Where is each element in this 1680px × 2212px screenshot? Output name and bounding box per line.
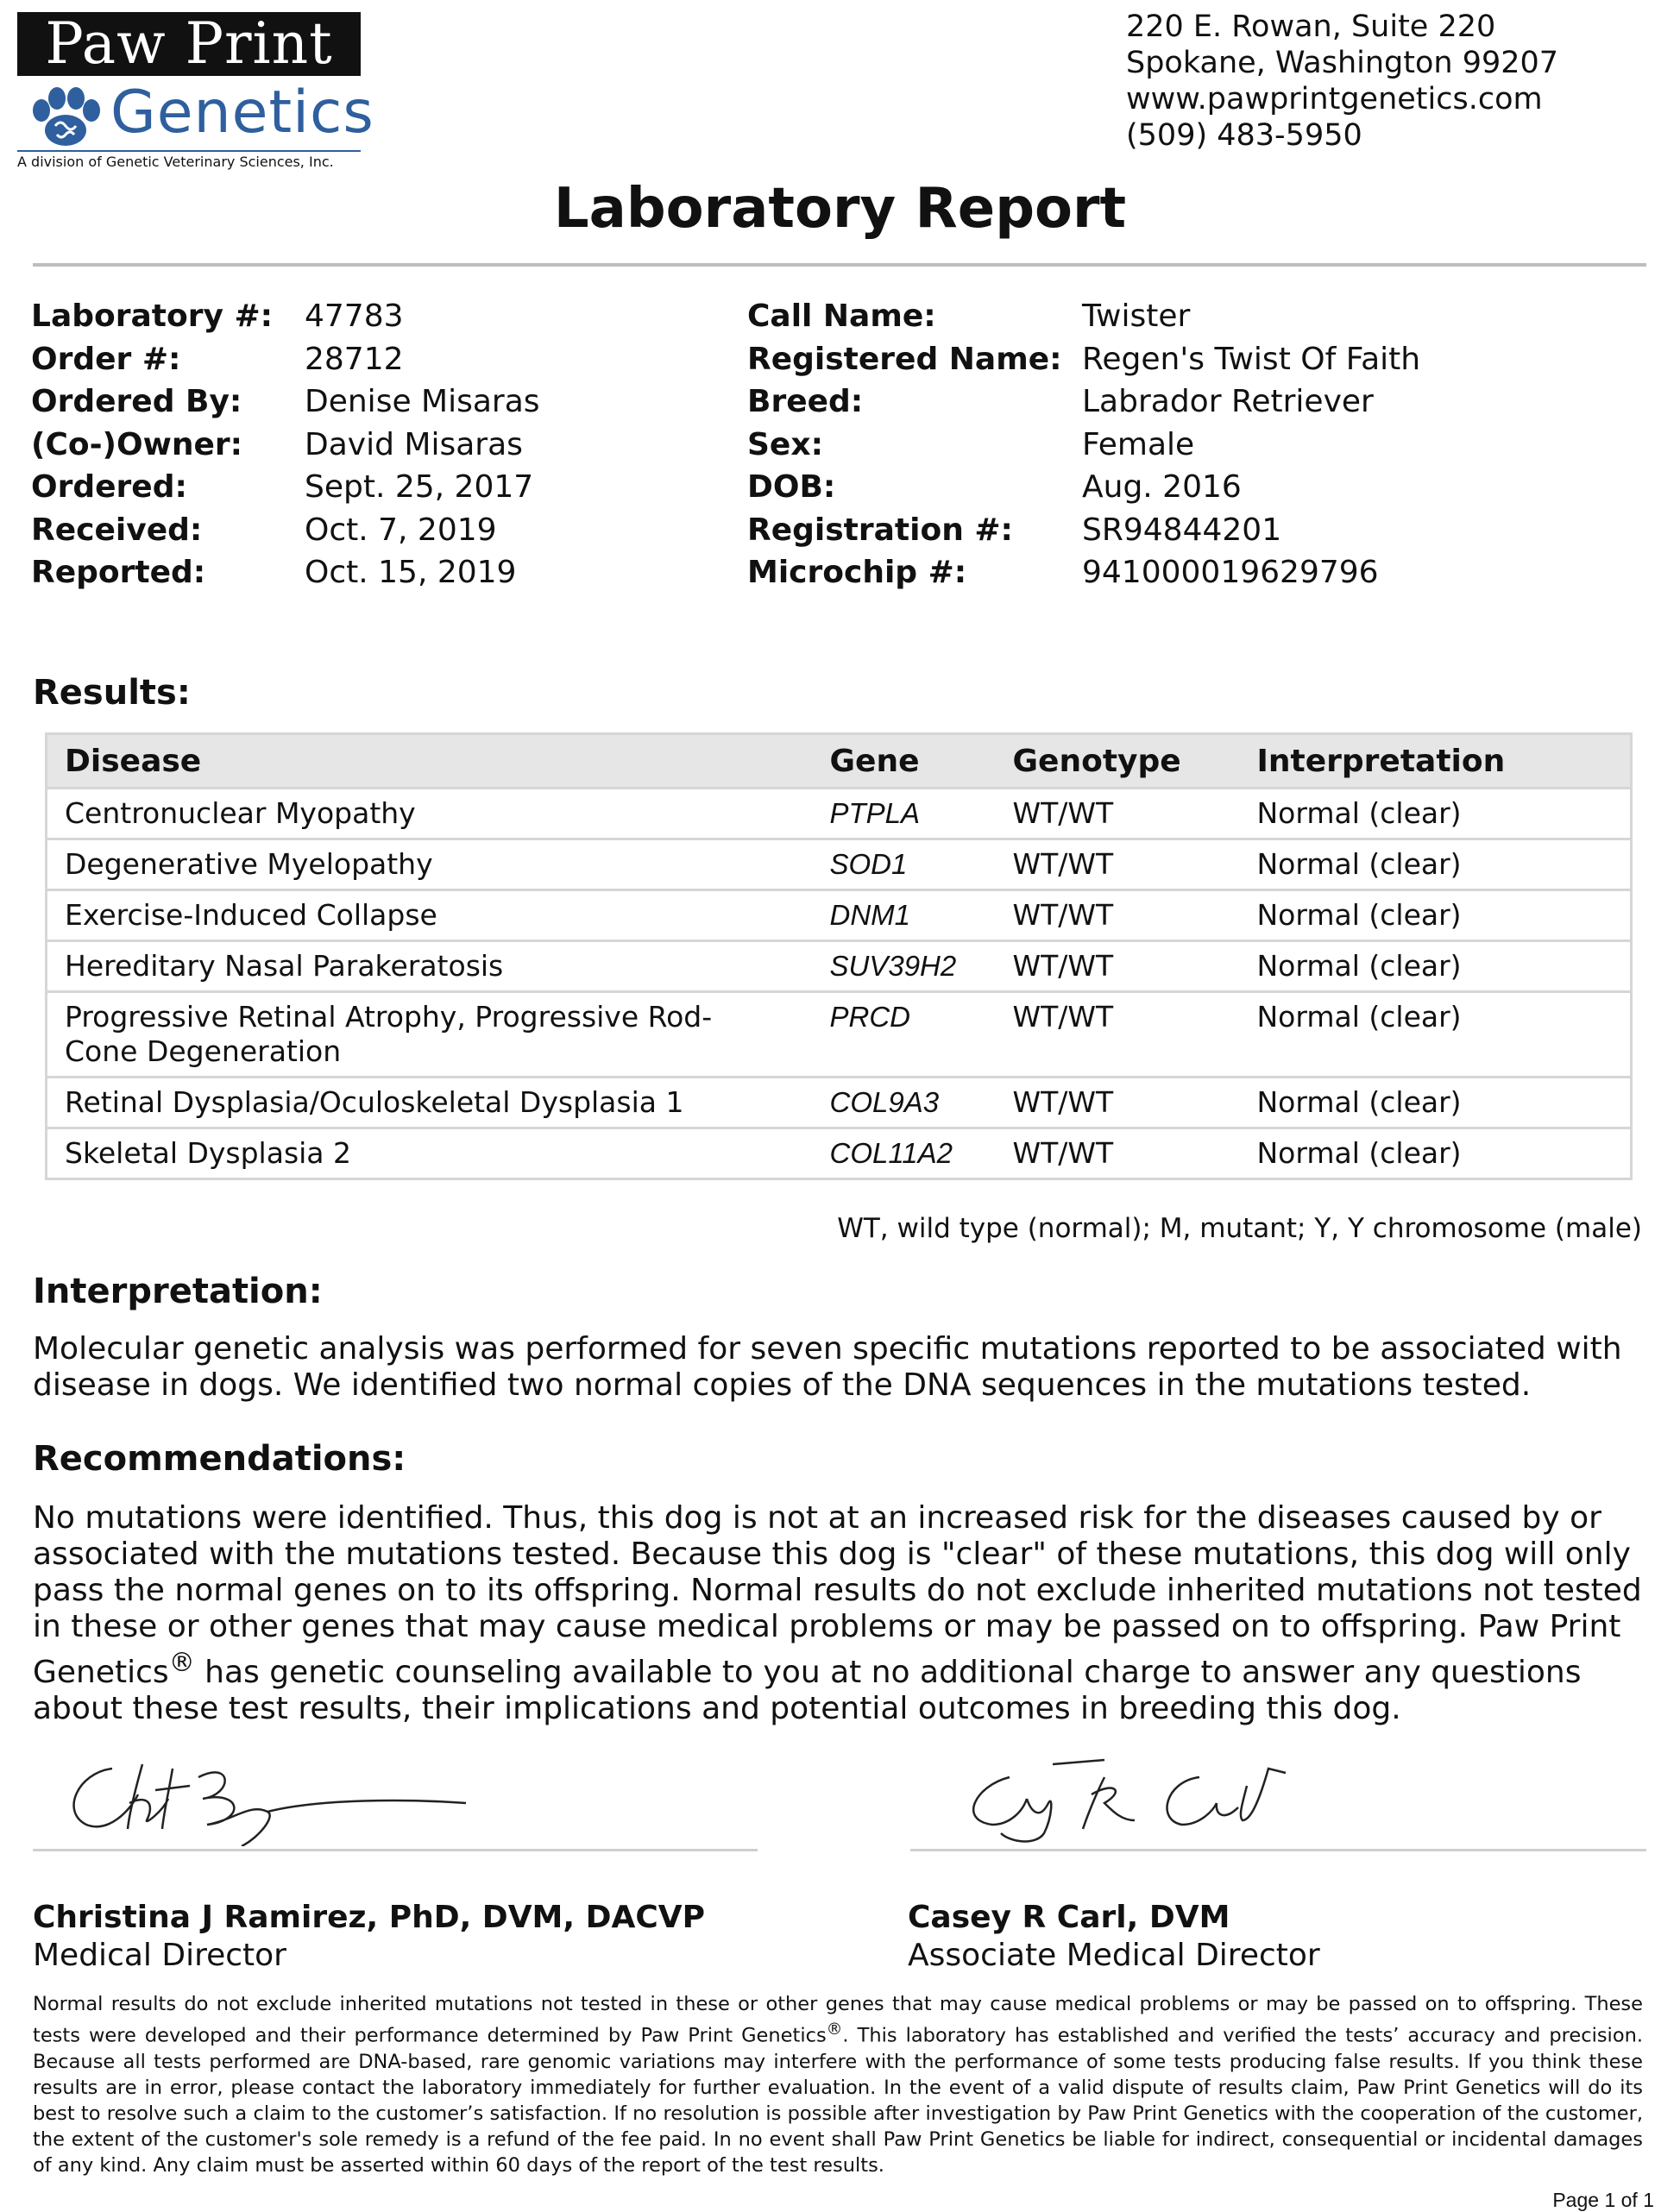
table-row (47, 839, 1632, 890)
signature-line-right (910, 1849, 1646, 1851)
genotype-cell: WT/WT (996, 839, 1240, 890)
table-row (47, 992, 1632, 1078)
info-value: 47783 (305, 298, 404, 334)
results-table (45, 732, 1633, 1180)
gene-cell: SUV39H2 (813, 941, 996, 992)
info-value: David Misaras (305, 426, 523, 462)
genotype-cell: WT/WT (996, 890, 1240, 941)
info-value: Oct. 15, 2019 (305, 555, 517, 590)
column-header-disease: Disease (47, 734, 813, 789)
info-label: (Co-)Owner: (31, 426, 243, 462)
info-value: 28712 (305, 341, 404, 377)
interpretation-text: Molecular genetic analysis was performed for seven specific mutations reported to be associated with disease in dogs. We identified two normal copies of the DNA sequences in the mutations tested. (33, 1331, 1622, 1403)
signature-ramirez (60, 1751, 492, 1846)
gene-cell: COL11A2 (813, 1128, 996, 1179)
info-value: Aug. 2016 (1082, 469, 1242, 505)
info-label: Call Name: (747, 298, 936, 334)
disease-cell: Skeletal Dysplasia 2 (47, 1128, 813, 1179)
disclaimer-text (33, 1991, 1643, 2178)
info-label: Microchip #: (747, 555, 967, 590)
table-row (47, 1078, 1632, 1128)
dog-info-values (1082, 295, 1420, 594)
interpretation-cell: Normal (clear) (1240, 992, 1632, 1078)
interpretation-heading: Interpretation: (33, 1272, 323, 1311)
info-value: SR94844201 (1082, 512, 1282, 548)
genotype-cell: WT/WT (996, 941, 1240, 992)
gene-cell: PRCD (813, 992, 996, 1078)
disease-cell: Progressive Retinal Atrophy, Progressive Rod-Cone Degeneration (47, 992, 813, 1078)
genotype-cell: WT/WT (996, 992, 1240, 1078)
info-label: Ordered By: (31, 384, 242, 419)
info-label: DOB: (747, 469, 836, 505)
signer-name-right: Casey R Carl, DVM (908, 1900, 1230, 1935)
info-label: Breed: (747, 384, 864, 419)
interpretation-cell: Normal (clear) (1240, 1128, 1632, 1179)
interpretation-cell: Normal (clear) (1240, 1078, 1632, 1128)
genotype-cell: WT/WT (996, 789, 1240, 839)
gene-cell: DNM1 (813, 890, 996, 941)
info-value: Sept. 25, 2017 (305, 469, 534, 505)
gene-cell: COL9A3 (813, 1078, 996, 1128)
info-value: Regen's Twist Of Faith (1082, 341, 1421, 377)
table-row (47, 789, 1632, 839)
column-header-gene: Gene (813, 734, 996, 789)
registered-mark: ® (826, 2020, 843, 2039)
disease-cell: Exercise-Induced Collapse (47, 890, 813, 941)
genotype-cell: WT/WT (996, 1078, 1240, 1128)
column-header-genotype: Genotype (996, 734, 1240, 789)
disease-cell: Degenerative Myelopathy (47, 839, 813, 890)
disclaimer-part2: . This laboratory has established and verified the tests’ accuracy and precision. Because all tests performed are DNA-based, rare genomic variations may interfere with the performance of some tests producing false results. If you think these results are in error, please contact the laboratory immediately for further evaluation. In the event of a valid dispute of results claim, Paw Print Genetics will do its best to resolve such a claim to the customer’s satisfaction. If no resolution is possible after investigation by Paw Print Genetics with the cooperation of the customer, the extent of the customer's sole remedy is a refund of the fee paid. In no event shall Paw Print Genetics be liable for indirect, consequential or incidental damages of any kind. Any claim must be asserted within 60 days of the report of the test results. (33, 2024, 1643, 2177)
interpretation-cell: Normal (clear) (1240, 941, 1632, 992)
logo-wordmark-top: Paw Print (17, 12, 361, 76)
signature-carl (941, 1751, 1355, 1846)
genotype-cell: WT/WT (996, 1128, 1240, 1179)
gene-cell: PTPLA (813, 789, 996, 839)
interpretation-cell: Normal (clear) (1240, 839, 1632, 890)
order-info-labels (31, 295, 273, 594)
info-value: Oct. 7, 2019 (305, 512, 497, 548)
info-label: Registered Name: (747, 341, 1062, 377)
table-row (47, 1128, 1632, 1179)
info-value: Twister (1082, 298, 1191, 334)
disease-cell: Centronuclear Myopathy (47, 789, 813, 839)
address-city: Spokane, Washington 99207 (1126, 46, 1559, 80)
info-label: Sex: (747, 426, 823, 462)
order-info-values (305, 295, 540, 594)
recommendations-heading: Recommendations: (33, 1439, 406, 1479)
table-row (47, 890, 1632, 941)
interpretation-cell: Normal (clear) (1240, 789, 1632, 839)
address-website: www.pawprintgenetics.com (1126, 82, 1543, 116)
dog-info-labels (747, 295, 1062, 594)
table-row (47, 941, 1632, 992)
info-value: Denise Misaras (305, 384, 540, 419)
interpretation-cell: Normal (clear) (1240, 890, 1632, 941)
info-value: Female (1082, 426, 1195, 462)
signer-title-right: Associate Medical Director (908, 1938, 1320, 1973)
info-label: Ordered: (31, 469, 187, 505)
disease-cell: Hereditary Nasal Parakeratosis (47, 941, 813, 992)
paw-print-icon (22, 83, 109, 152)
disease-cell: Retinal Dysplasia/Oculoskeletal Dysplasia 1 (47, 1078, 813, 1128)
registered-mark: ® (168, 1648, 195, 1678)
company-address (1126, 9, 1558, 154)
company-logo (17, 10, 374, 170)
page-number: Page 1 of 1 (1552, 2189, 1654, 2211)
info-value: 941000019629796 (1082, 555, 1379, 590)
info-label: Laboratory #: (31, 298, 274, 334)
header-divider (33, 263, 1646, 267)
info-value: Labrador Retriever (1082, 384, 1374, 419)
info-label: Order #: (31, 341, 181, 377)
column-header-interpretation: Interpretation (1240, 734, 1632, 789)
disclaimer-part1: Normal results do not exclude inherited mutations not tested in these or other genes that may cause medical problems or may be passed on to offspring. These tests were developed and their performance determined by Paw Print Genetics (33, 1993, 1643, 2047)
address-street: 220 E. Rowan, Suite 220 (1126, 9, 1496, 44)
results-heading: Results: (33, 673, 191, 713)
logo-wordmark-bottom: Genetics (110, 79, 374, 147)
signature-line-left (33, 1849, 758, 1851)
info-label: Registration #: (747, 512, 1013, 548)
info-label: Received: (31, 512, 203, 548)
report-title: Laboratory Report (553, 177, 1127, 241)
signer-name-left: Christina J Ramirez, PhD, DVM, DACVP (33, 1900, 705, 1935)
recommendations-text-part2: has genetic counseling available to you at no additional charge to answer any questions about these test results, their implications and potential outcomes in breeding this dog. (33, 1655, 1582, 1726)
genotype-legend: WT, wild type (normal); M, mutant; Y, Y chromosome (male) (837, 1213, 1642, 1244)
address-phone: (509) 483-5950 (1126, 118, 1362, 153)
recommendations-text (33, 1500, 1646, 1727)
info-label: Reported: (31, 555, 206, 590)
recommendations-text-part1: No mutations were identified. Thus, this dog is not at an increased risk for the diseases caused by or associated with the mutations tested. Because this dog is "clear" of these mutations, this dog will only pass the normal genes on to its offspring. Normal results do not exclude inherited mutations not tested in these or other genes that may cause medical problems or may be passed on to offspring. Paw Print Genetics (33, 1500, 1642, 1690)
signer-title-left: Medical Director (33, 1938, 286, 1973)
logo-subtitle: A division of Genetic Veterinary Sciences, Inc. (17, 150, 361, 170)
table-header-row (47, 734, 1632, 789)
gene-cell: SOD1 (813, 839, 996, 890)
